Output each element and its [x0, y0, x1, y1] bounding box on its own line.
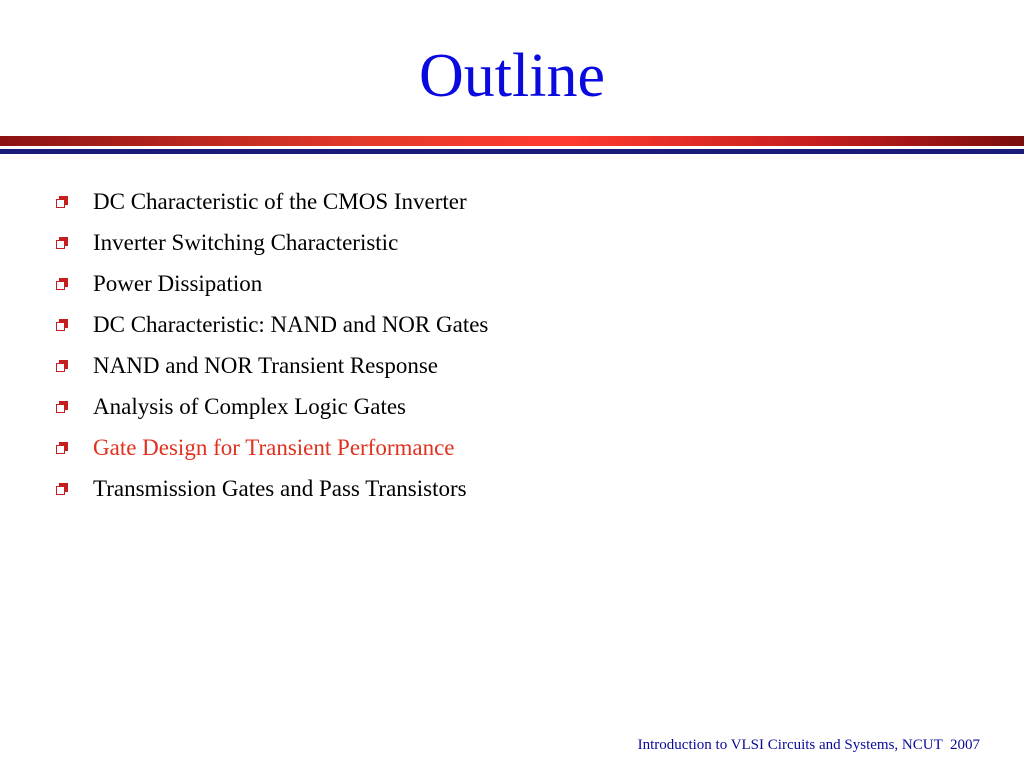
list-item-text: Inverter Switching Characteristic — [93, 229, 399, 255]
list-item-text: DC Characteristic of the CMOS Inverter — [93, 188, 467, 214]
title-divider-blue — [0, 149, 1024, 154]
square-bullet-icon — [56, 237, 68, 249]
list-item-text: DC Characteristic: NAND and NOR Gates — [93, 311, 489, 337]
list-item — [56, 345, 488, 386]
list-item-text: Gate Design for Transient Performance — [93, 434, 455, 460]
outline-list — [56, 181, 488, 509]
list-item-text: Power Dissipation — [93, 270, 263, 296]
title-divider-red — [0, 136, 1024, 146]
square-bullet-icon — [56, 196, 68, 208]
list-item — [56, 222, 488, 263]
square-bullet-icon — [56, 401, 68, 413]
list-item-text: NAND and NOR Transient Response — [93, 352, 438, 378]
square-bullet-icon — [56, 319, 68, 331]
list-item — [56, 263, 488, 304]
square-bullet-icon — [56, 360, 68, 372]
list-item-highlighted — [56, 427, 488, 468]
list-item-text: Analysis of Complex Logic Gates — [93, 393, 407, 419]
list-item-text: Transmission Gates and Pass Transistors — [93, 475, 467, 501]
square-bullet-icon — [56, 278, 68, 290]
list-item — [56, 304, 488, 345]
square-bullet-icon — [56, 483, 68, 495]
square-bullet-icon — [56, 442, 68, 454]
list-item — [56, 181, 488, 222]
footer-text: Introduction to VLSI Circuits and Systems, NCUT 2007 — [637, 737, 980, 753]
list-item — [56, 386, 488, 427]
page-title: Outline — [419, 42, 605, 110]
list-item — [56, 468, 488, 509]
